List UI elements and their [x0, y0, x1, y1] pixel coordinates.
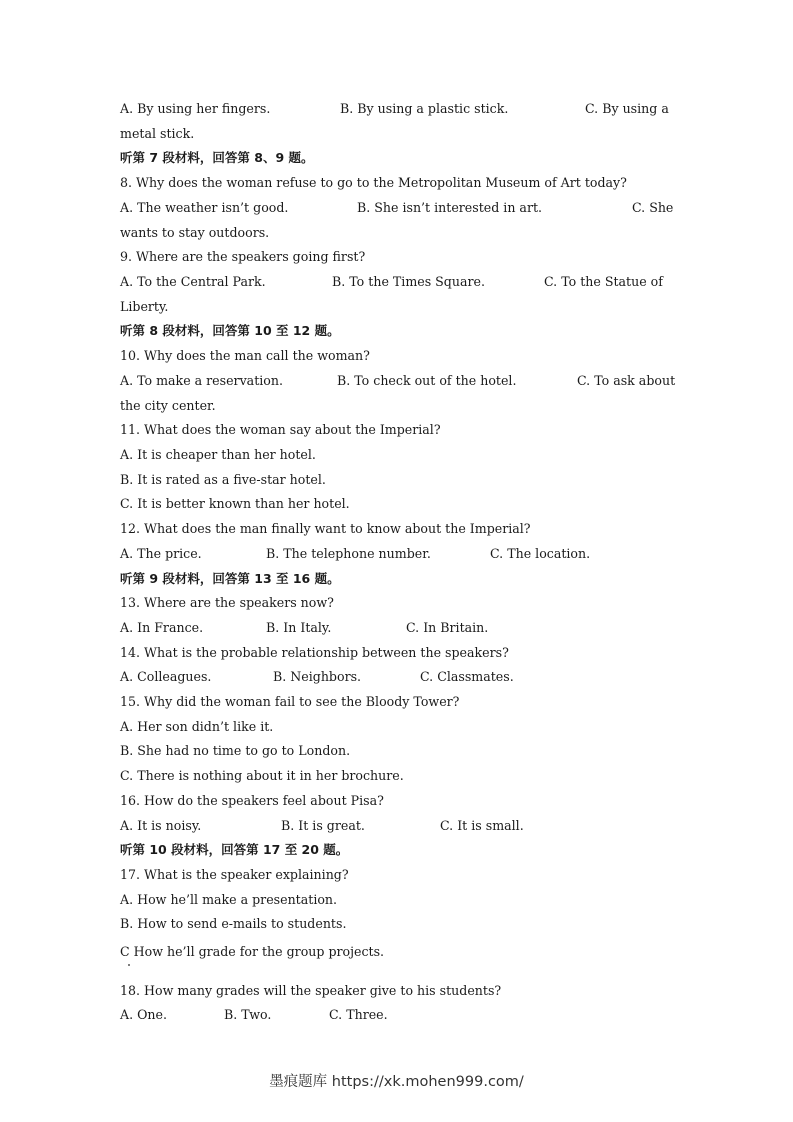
option-a: A. The price. [120, 546, 202, 561]
text-line: 17. What is the speaker explaining? [120, 867, 349, 882]
section-heading: 听第 7 段材料，回答第 8、9 题。 [120, 150, 314, 165]
text-line: 16. How do the speakers feel about Pisa? [120, 793, 384, 808]
text-line: A. It is cheaper than her hotel. [120, 447, 316, 462]
option-c: C. She [632, 200, 674, 215]
option-c: C. It is small. [440, 818, 524, 833]
option-a: A. To the Central Park. [120, 274, 266, 289]
option-b: B. By using a plastic stick. [340, 101, 509, 116]
section-heading: 听第 8 段材料，回答第 10 至 12 题。 [120, 323, 340, 338]
text-line: 15. Why did the woman fail to see the Bloody Tower? [120, 694, 460, 709]
option-a: A. One. [120, 1007, 167, 1022]
text-line: 10. Why does the man call the woman? [120, 348, 370, 363]
text-line: 18. How many grades will the speaker give to his students? [120, 983, 502, 998]
option-b: B. The telephone number. [266, 546, 431, 561]
text-line: C How he’ll grade for the group projects. [120, 944, 385, 959]
text-line: B. It is rated as a five-star hotel. [120, 472, 326, 487]
text-line: 13. Where are the speakers now? [120, 595, 334, 610]
footer-watermark: 墨痕题库 https://xk.mohen999.com/ [269, 1074, 524, 1090]
option-c: C. To ask about [577, 373, 676, 388]
option-c: C. Three. [329, 1007, 388, 1022]
text-line: C. It is better known than her hotel. [120, 496, 350, 511]
section-heading: 听第 9 段材料，回答第 13 至 16 题。 [120, 571, 340, 586]
text-line: metal stick. [120, 126, 195, 141]
option-b: B. Two. [224, 1007, 272, 1022]
text-line: 14. What is the probable relationship between the speakers? [120, 645, 509, 660]
text-line: B. How to send e-mails to students. [120, 916, 347, 931]
option-a: A. By using her fingers. [120, 101, 271, 116]
text-line: wants to stay outdoors. [120, 225, 270, 240]
text-line: 11. What does the woman say about the Imperial? [120, 422, 441, 437]
option-b: B. In Italy. [266, 620, 332, 635]
text-line: A. How he’ll make a presentation. [120, 892, 338, 907]
option-c: C. In Britain. [406, 620, 489, 635]
option-b: B. Neighbors. [273, 669, 362, 684]
text-line: Liberty. [120, 299, 169, 314]
option-b: B. To the Times Square. [332, 274, 485, 289]
text-line: 9. Where are the speakers going first? [120, 249, 366, 264]
option-a: A. It is noisy. [120, 818, 202, 833]
option-a: A. In France. [120, 620, 204, 635]
option-b: B. She isn’t interested in art. [357, 200, 543, 215]
option-c: C. The location. [490, 546, 591, 561]
option-b: B. It is great. [281, 818, 365, 833]
text-line: B. She had no time to go to London. [120, 743, 351, 758]
section-heading: 听第 10 段材料，回答第 17 至 20 题。 [120, 842, 349, 857]
stray-mark [128, 964, 130, 966]
text-line: 12. What does the man finally want to know about the Imperial? [120, 521, 531, 536]
text-line: A. Her son didn’t like it. [120, 719, 274, 734]
option-c: C. Classmates. [420, 669, 514, 684]
text-line: C. There is nothing about it in her brochure. [120, 768, 404, 783]
option-b: B. To check out of the hotel. [337, 373, 517, 388]
option-c: C. To the Statue of [544, 274, 663, 289]
option-a: A. The weather isn’t good. [120, 200, 289, 215]
text-line: 8. Why does the woman refuse to go to the Metropolitan Museum of Art today? [120, 175, 627, 190]
option-c: C. By using a [585, 101, 669, 116]
option-a: A. Colleagues. [120, 669, 212, 684]
text-line: the city center. [120, 398, 216, 413]
option-a: A. To make a reservation. [120, 373, 283, 388]
